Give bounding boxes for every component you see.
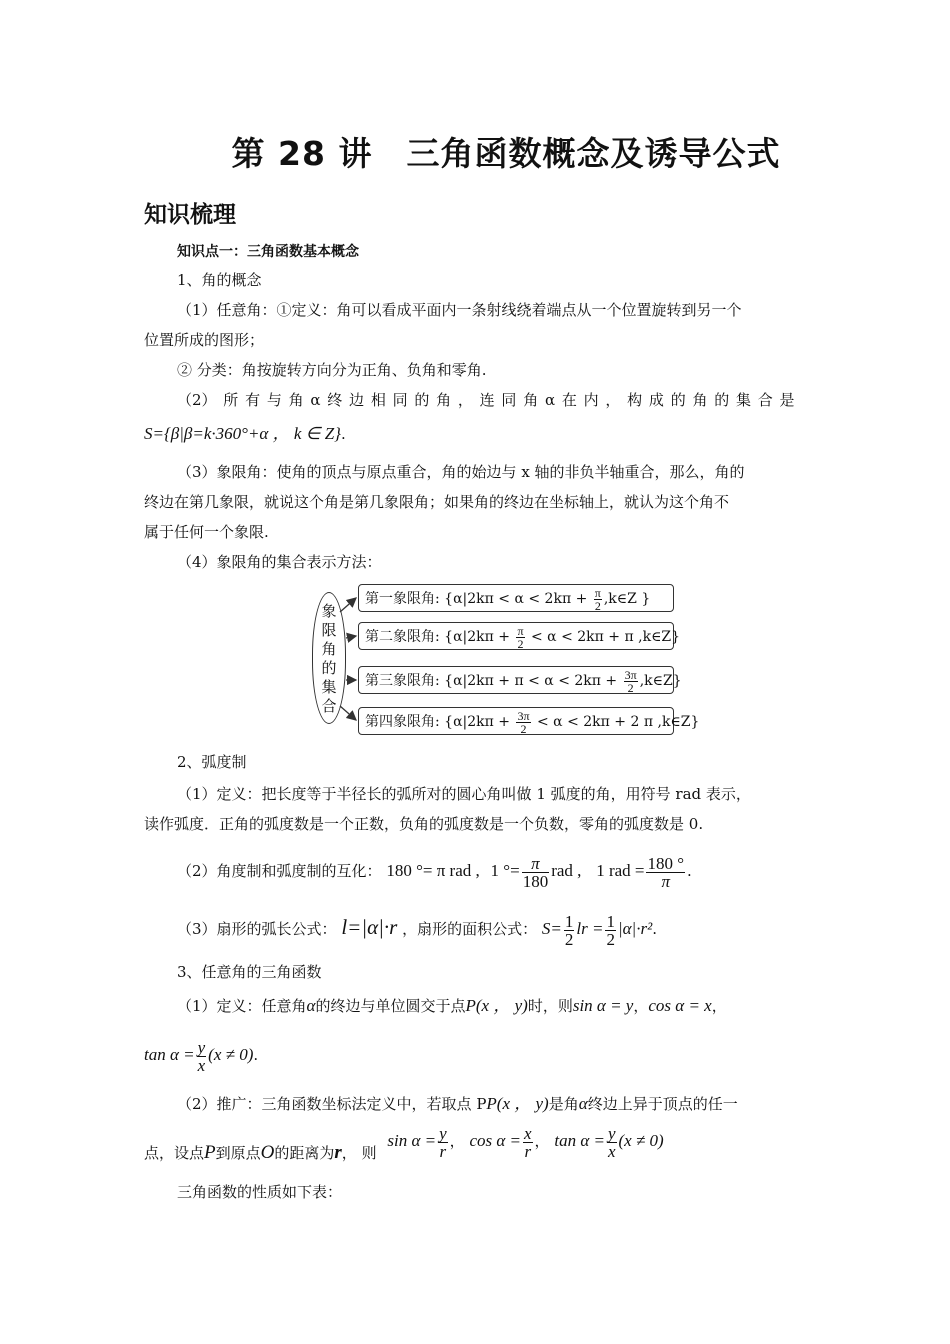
period: . xyxy=(652,920,657,938)
paragraph-line: （1）任意角：①定义：角可以看成平面内一条射线绕着端点从一个位置旋转到另一个 xyxy=(177,301,742,319)
text-a: 点，设点 xyxy=(144,1144,205,1162)
frac-den: 2 xyxy=(594,598,601,613)
frac-num: y xyxy=(197,1037,206,1057)
quadrant-4-box xyxy=(358,707,700,736)
frac-den: 2 xyxy=(564,929,574,949)
paragraph-line: （3）象限角：使角的顶点与原点重合，角的始边与 x 轴的非负半轴重合，那么，角的 xyxy=(177,463,745,481)
frac-num: π xyxy=(522,855,550,873)
q2-frac xyxy=(516,625,524,650)
quadrant-2-box xyxy=(358,622,681,651)
frac-num: π xyxy=(594,585,601,600)
q2-set: {α|2kπ + xyxy=(444,629,515,645)
arrow-q1 xyxy=(340,598,356,612)
frac-den: 2 xyxy=(606,929,615,949)
formula-1-deg-right: rad , xyxy=(551,861,582,880)
frac-den: 180 xyxy=(522,871,549,891)
frac-den: π xyxy=(661,871,671,891)
tan-general-right: (x ≠ 0) xyxy=(618,1131,664,1150)
gen-end: 终边上异于顶点的任一 xyxy=(587,1095,738,1113)
frac-num: y xyxy=(439,1123,447,1143)
point-p: P(x ， y) xyxy=(465,996,528,1015)
q1-end: ,k∈Z } xyxy=(603,591,651,607)
q4-set: {α|2kπ + xyxy=(444,714,515,730)
q3-end: ,k∈Z} xyxy=(639,673,682,689)
frac-180-pi xyxy=(646,855,685,890)
separator: ， xyxy=(711,997,727,1015)
paragraph-line: ② 分类：角按旋转方向分为正角、负角和零角. xyxy=(177,361,487,379)
tan-def-right: (x ≠ 0) xyxy=(208,1045,254,1064)
frac-num: 180 ° xyxy=(647,853,685,873)
frac-den: r xyxy=(524,1141,532,1161)
frac-den: x xyxy=(197,1055,206,1075)
frac-num: x xyxy=(524,1123,532,1143)
generalization-line xyxy=(177,1094,738,1114)
q3-label: 第三象限角: xyxy=(365,673,440,689)
period: . xyxy=(340,425,346,443)
paragraph-line: 终边在第几象限，就说这个角是第几象限角；如果角的终边在坐标轴上，就认为这个角不 xyxy=(144,493,730,511)
cos-general-left: cos α = xyxy=(469,1131,521,1150)
oval-char: 集 xyxy=(321,678,337,696)
text-d: ， 则 xyxy=(341,1144,377,1162)
oval-char: 合 xyxy=(321,697,337,715)
set-formula: S={β|β=k·360°+α ， k ∈ Z} xyxy=(144,424,341,443)
quadrant-1-box xyxy=(358,584,674,612)
arrow-q2 xyxy=(346,636,356,638)
q1-frac xyxy=(594,587,602,612)
frac-pi-180 xyxy=(522,855,550,890)
oval-char: 象 xyxy=(321,602,337,620)
frac-one-half xyxy=(605,913,616,948)
paragraph-line: （1）定义：把长度等于半径长的弧所对的圆心角叫做 1 弧度的角，用符号 rad 表示， xyxy=(177,785,751,803)
frac-one-half xyxy=(564,913,575,948)
frac-x-r xyxy=(523,1125,533,1160)
area-formula-right: |α|·r² xyxy=(617,919,653,938)
distance-r: r xyxy=(334,1142,342,1163)
oval-char: 的 xyxy=(321,659,337,677)
tan-def-left: tan α = xyxy=(144,1045,195,1064)
def-mid2: 时，则 xyxy=(527,997,573,1015)
frac-den: x xyxy=(607,1141,616,1161)
oval-char: 角 xyxy=(321,640,337,658)
subheading-angle-concept: 1、角的概念 xyxy=(177,271,262,289)
frac-num: 3π xyxy=(624,667,637,682)
period: . xyxy=(253,1046,259,1064)
area-formula-left: S= xyxy=(541,919,562,938)
alpha-symbol: α xyxy=(306,996,316,1015)
tan-general-left: tan α = xyxy=(554,1131,605,1150)
gen-label: （2）推广：三角函数坐标法定义中，若取点 P xyxy=(177,1095,487,1113)
gen-mid: 是角 xyxy=(548,1095,579,1113)
paragraph-line: 三角函数的性质如下表： xyxy=(177,1183,343,1201)
q4-end: < α < 2kπ + 2 π ,k∈Z} xyxy=(532,714,700,730)
separator: ， xyxy=(633,997,649,1015)
tan-definition-line xyxy=(144,1032,258,1078)
paragraph-line: 属于任何一个象限. xyxy=(144,523,269,541)
sin-def: sin α = y xyxy=(572,996,634,1015)
formula-1-deg-left: 1 °= xyxy=(490,861,520,880)
subheading-radian: 2、弧度制 xyxy=(177,753,247,771)
frac-den: 2 xyxy=(520,721,527,736)
formula-line xyxy=(144,424,346,444)
frac-y-x xyxy=(197,1039,207,1074)
q1-set: {α|2kπ < α < 2kπ + xyxy=(444,591,592,607)
point-p: P(x ， y) xyxy=(486,1094,549,1113)
quadrant-3-box xyxy=(358,666,682,695)
q1-label: 第一象限角: xyxy=(365,591,440,607)
q3-frac xyxy=(624,669,638,694)
period: . xyxy=(687,862,692,880)
def-label: （1）定义：任意角 xyxy=(177,997,307,1015)
frac-den: r xyxy=(439,1141,447,1161)
conversion-line xyxy=(177,848,692,894)
alpha-symbol: α xyxy=(578,1094,588,1113)
subheading-trig-functions: 3、任意角的三角函数 xyxy=(177,963,322,981)
q3-set: {α|2kπ + π < α < 2kπ + xyxy=(444,673,622,689)
frac-den: 2 xyxy=(627,680,634,695)
sector-formula-line xyxy=(177,904,657,952)
def-mid: 的终边与单位圆交于点 xyxy=(315,997,466,1015)
formula-1-rad-left: 1 rad = xyxy=(596,861,645,880)
point-P: P xyxy=(204,1142,216,1163)
page-title: 第 28 讲 三角函数概念及诱导公式 xyxy=(231,134,781,173)
generalization-formulas-line xyxy=(144,1123,664,1176)
separator: ， xyxy=(449,1132,465,1150)
paragraph-line: （4）象限角的集合表示方法： xyxy=(177,553,382,571)
oval-char: 限 xyxy=(321,621,337,639)
paragraph-line: （2） 所 有 与 角 α 终 边 相 同 的 角 ， 连 同 角 α 在 内 ， 构 成 的 角 的 集 合 是 xyxy=(177,391,795,409)
q4-frac xyxy=(516,710,530,735)
frac-num: 3π xyxy=(517,708,530,723)
q4-label: 第四象限角: xyxy=(365,714,440,730)
frac-num: 1 xyxy=(564,911,574,931)
definition-line xyxy=(177,996,727,1016)
frac-den: 2 xyxy=(517,636,524,651)
sin-general-left: sin α = xyxy=(387,1131,437,1150)
paragraph-line: 位置所成的图形； xyxy=(144,331,265,349)
q2-label: 第二象限角: xyxy=(365,629,440,645)
paragraph-line: 读作弧度．正角的弧度数是一个正数，负角的弧度数是一个负数，零角的弧度数是 0. xyxy=(144,815,704,833)
q2-end: < α < 2kπ + π ,k∈Z} xyxy=(526,629,681,645)
knowledge-point-heading: 知识点一：三角函数基本概念 xyxy=(177,244,359,260)
frac-y-r xyxy=(438,1125,448,1160)
frac-y-x xyxy=(607,1125,617,1160)
sector-area-label: ，扇形的面积公式： xyxy=(402,920,538,938)
arrow-q4 xyxy=(340,706,356,720)
frac-num: π xyxy=(517,623,524,638)
origin-O: O xyxy=(260,1142,275,1163)
arc-length-formula: l=|α|·r xyxy=(341,915,398,939)
cos-def: cos α = x xyxy=(648,996,712,1015)
area-formula-mid: lr = xyxy=(576,919,604,938)
frac-num: 1 xyxy=(606,911,615,931)
general-trig-formulas xyxy=(387,1118,663,1164)
arc-length-label: （3）扇形的弧长公式： xyxy=(177,920,337,938)
separator: ， xyxy=(534,1132,550,1150)
text-c: 的距离为 xyxy=(274,1144,335,1162)
quadrant-angle-diagram xyxy=(300,580,700,740)
frac-num: y xyxy=(607,1123,616,1143)
conversion-label: （2）角度制和弧度制的互化： xyxy=(177,862,382,880)
formula-180-deg: 180 °= π rad , xyxy=(386,861,480,880)
text-b: 到原点 xyxy=(215,1144,261,1162)
section-heading: 知识梳理 xyxy=(144,202,236,228)
